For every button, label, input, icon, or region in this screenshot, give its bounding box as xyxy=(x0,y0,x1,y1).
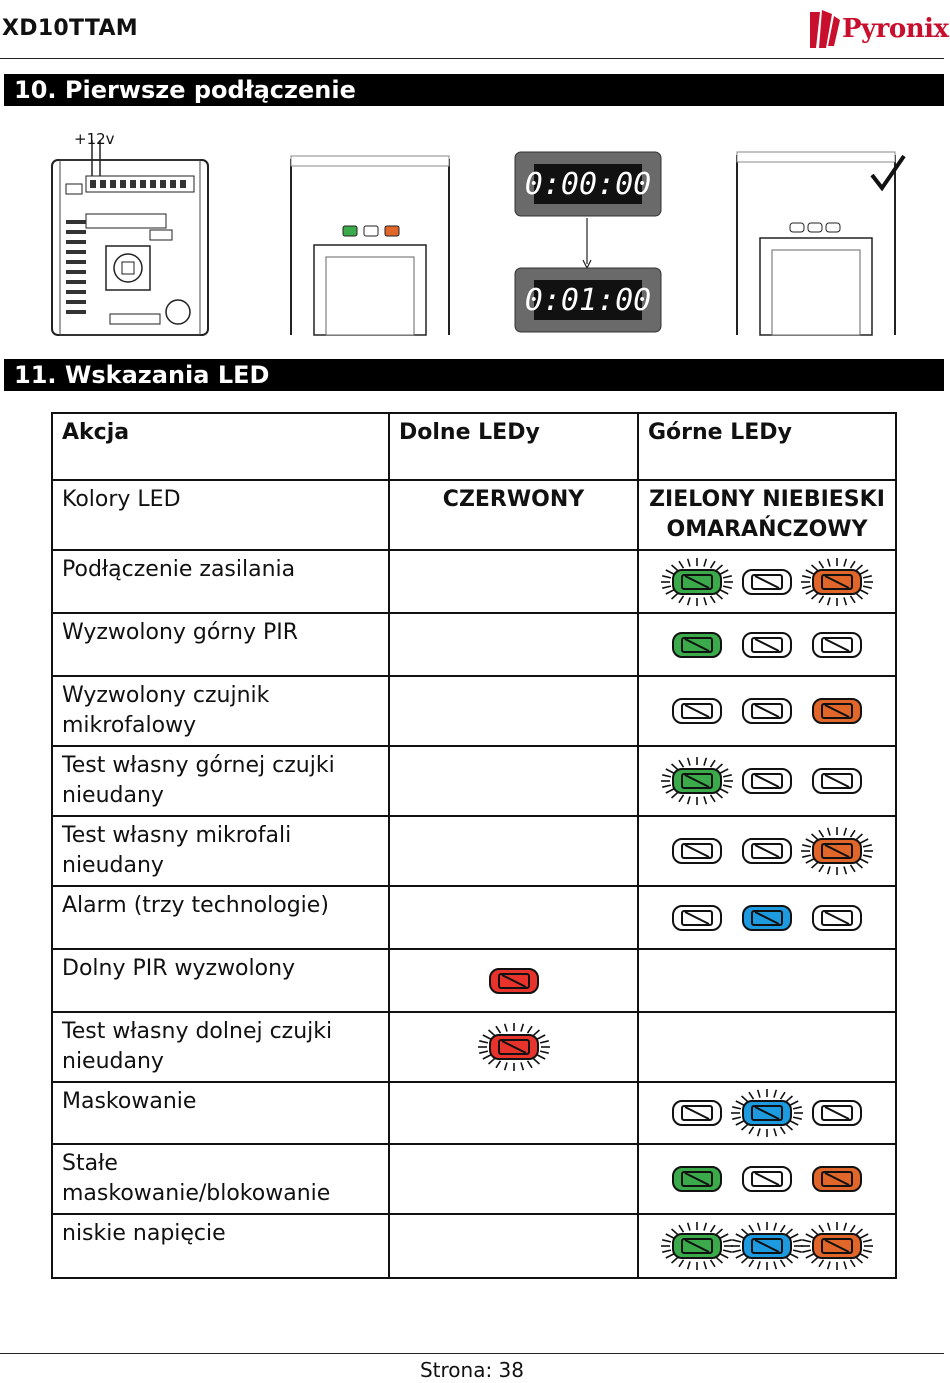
footer-divider xyxy=(0,1353,944,1354)
lower-leds-cell xyxy=(389,1144,638,1214)
upper-leds-cell xyxy=(638,1144,896,1214)
lower-leds-cell xyxy=(389,816,638,886)
lower-leds-cell xyxy=(389,1012,638,1082)
off-led-icon xyxy=(813,633,861,657)
upper-leds-cell xyxy=(638,1082,896,1144)
column-header-lower-leds: Dolne LEDy xyxy=(389,413,638,480)
row-label: Podłączenie zasilania xyxy=(52,550,389,613)
table-row xyxy=(52,746,896,816)
column-header-action: Akcja xyxy=(52,413,389,480)
off-led-icon xyxy=(743,839,791,863)
row-label: Test własny mikrofali nieudany xyxy=(52,816,389,886)
off-led-icon xyxy=(743,570,791,594)
table-row xyxy=(52,613,896,676)
table-row xyxy=(52,886,896,949)
flashing-orange-led-icon xyxy=(801,827,873,875)
section-heading-first-connection: 10. Pierwsze podłączenie xyxy=(4,74,944,106)
lower-leds-cell xyxy=(389,1214,638,1278)
table-row xyxy=(52,1144,896,1214)
row-label: Maskowanie xyxy=(52,1082,389,1144)
upper-leds-cell xyxy=(638,550,896,613)
row-label: Dolny PIR wyzwolony xyxy=(52,949,389,1012)
table-row xyxy=(52,949,896,1012)
table-row xyxy=(52,550,896,613)
green-led-icon xyxy=(673,1167,721,1191)
pyronix-logo-text: Pyronix xyxy=(842,14,949,44)
blue-led-icon xyxy=(743,906,791,930)
voltage-label: +12v xyxy=(74,130,115,148)
red-led-icon xyxy=(490,969,538,993)
column-header-upper-leds: Górne LEDy xyxy=(638,413,896,480)
flashing-green-led-icon xyxy=(661,558,733,606)
flashing-orange-led-icon xyxy=(801,1222,873,1270)
upper-leds-cell xyxy=(638,949,896,1012)
flashing-blue-led-icon xyxy=(731,1222,803,1270)
upper-leds-cell xyxy=(638,613,896,676)
orange-led-icon xyxy=(813,1167,861,1191)
row-label: Alarm (trzy technologie) xyxy=(52,886,389,949)
row-label: Test własny dolnej czujki nieudany xyxy=(52,1012,389,1082)
lower-leds-cell xyxy=(389,949,638,1012)
off-led-icon xyxy=(743,769,791,793)
upper-leds-cell xyxy=(638,676,896,746)
off-led-icon xyxy=(813,906,861,930)
lower-leds-cell xyxy=(389,613,638,676)
lower-leds-cell xyxy=(389,676,638,746)
off-led-icon xyxy=(743,633,791,657)
section-heading-led-indications: 11. Wskazania LED xyxy=(4,359,944,391)
row-label: Stałe maskowanie/blokowanie xyxy=(52,1144,389,1214)
table-row xyxy=(52,676,896,746)
circuit-board-illustration xyxy=(52,140,208,335)
detector-ready-illustration xyxy=(737,152,904,335)
upper-leds-cell xyxy=(638,746,896,816)
page-number: Strona: 38 xyxy=(419,1358,525,1382)
flashing-green-led-icon xyxy=(661,1222,733,1270)
lower-leds-cell xyxy=(389,746,638,816)
document-title: XD10TTAM xyxy=(2,16,138,41)
off-led-icon xyxy=(813,769,861,793)
table-row-led-colors xyxy=(52,480,896,550)
header-divider xyxy=(0,58,944,59)
off-led-icon xyxy=(743,1167,791,1191)
led-indications-table xyxy=(51,412,897,1279)
row-label: Wyzwolony górny PIR xyxy=(52,613,389,676)
table-row xyxy=(52,1214,896,1278)
green-led-icon xyxy=(673,633,721,657)
off-led-icon xyxy=(673,699,721,723)
flashing-blue-led-icon xyxy=(731,1089,803,1137)
detector-led-test-illustration xyxy=(291,156,449,335)
upper-leds-cell xyxy=(638,1214,896,1278)
upper-leds-cell xyxy=(638,1012,896,1082)
pyronix-flame-icon xyxy=(806,8,842,52)
lower-led-color: CZERWONY xyxy=(389,480,638,550)
table-row xyxy=(52,816,896,886)
timer-end-readout: 0:01:00 xyxy=(524,283,652,318)
table-header-row xyxy=(52,413,896,480)
row-label: Test własny górnej czujki nieudany xyxy=(52,746,389,816)
row-label: Wyzwolony czujnik mikrofalowy xyxy=(52,676,389,746)
flashing-green-led-icon xyxy=(661,757,733,805)
off-led-icon xyxy=(673,839,721,863)
lower-leds-cell xyxy=(389,1082,638,1144)
timer-illustration xyxy=(515,152,661,332)
flashing-orange-led-icon xyxy=(801,558,873,606)
timer-start-readout: 0:00:00 xyxy=(524,167,652,202)
upper-leds-cell xyxy=(638,816,896,886)
table-row xyxy=(52,1012,896,1082)
row-label: Kolory LED xyxy=(52,480,389,550)
upper-led-colors: ZIELONY NIEBIESKI OMARAŃCZOWY xyxy=(638,480,896,550)
table-row xyxy=(52,1082,896,1144)
off-led-icon xyxy=(813,1101,861,1125)
lower-leds-cell xyxy=(389,886,638,949)
lower-leds-cell xyxy=(389,550,638,613)
off-led-icon xyxy=(743,699,791,723)
pyronix-logo xyxy=(806,8,949,52)
orange-led-icon xyxy=(813,699,861,723)
off-led-icon xyxy=(673,1101,721,1125)
row-label: niskie napięcie xyxy=(52,1214,389,1278)
first-connection-illustration xyxy=(0,120,944,340)
off-led-icon xyxy=(673,906,721,930)
flashing-red-led-icon xyxy=(478,1023,550,1071)
upper-leds-cell xyxy=(638,886,896,949)
